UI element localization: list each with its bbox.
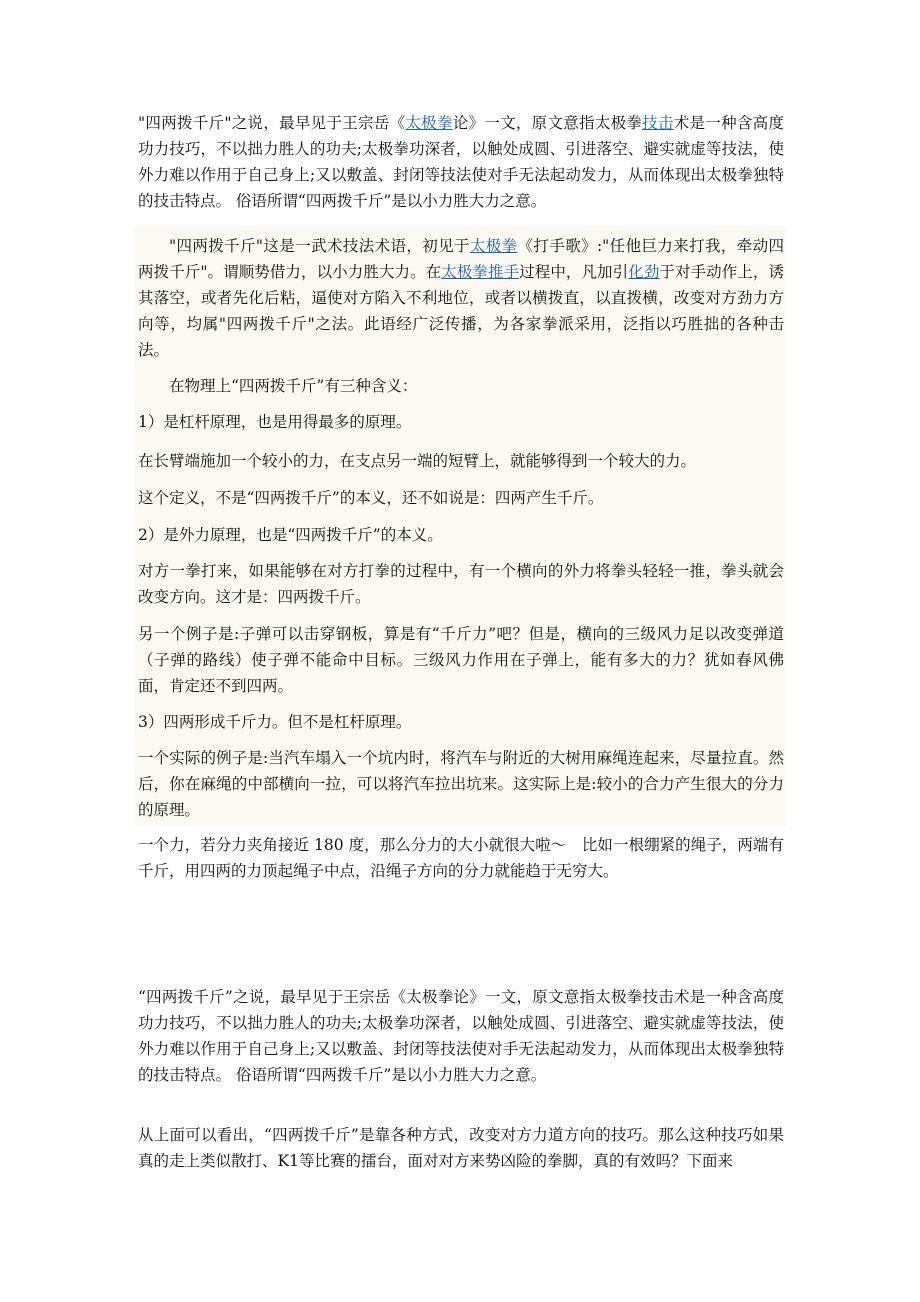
repeated-intro-paragraph: “四两拨千斤”之说，最早见于王宗岳《太极拳论》一文，原文意指太极拳技击术是一种含高度功力技巧，不以拙力胜人的功夫;太极拳功深者，以触处成圆、引进落空、避实就虚等技法，使外力难以作用于自己身上;又以敷盖、封闭等技法使对手无法起动发力，从而体现出太极拳独特的技击特点。 俗语所谓“四两拨千斤”是以小力胜大力之意。 xyxy=(138,988,784,1084)
meaning-2-example: 另一个例子是:子弹可以击穿钢板，算是有“千斤力”吧？但是，横向的三级风力足以改变弹道（子弹的路线）使子弹不能命中目标。三级风力作用在子弹上，能有多大的力？犹如春风佛面，肯定还不到四两。 xyxy=(138,625,784,695)
meaning-1-detail: 在长臂端施加一个较小的力，在支点另一端的短臂上，就能够得到一个较大的力。 xyxy=(138,452,697,470)
link-taijiquan[interactable]: 太极拳 xyxy=(405,114,453,132)
definition-text-4: 于对手动作上，诱其落空，或者先化后粘，逼使对方陷入不利地位，或者以横拨直，以直拨横，改变对方劲力方向等，均属"四两拨千斤"之法。此语经广泛传播，为各家拳派采用，泛指以巧胜拙的各种击法。 xyxy=(138,263,784,359)
meaning-2-detail: 对方一拳打来，如果能够在对方打拳的过程中，有一个横向的外力将拳头轻轻一推，拳头就会改变方向。这才是：四两拨千斤。 xyxy=(138,562,784,606)
link-huajin[interactable]: 化劲 xyxy=(628,263,660,281)
meaning-1-note: 这个定义，不是“四两拨千斤”的本义，还不如说是：四两产生千斤。 xyxy=(138,489,604,507)
force-explanation: 一个力，若分力夹角接近 180 度，那么分力的大小就很大啦～ 比如一根绷紧的绳子，两端有千斤，用四两的力顶起绳子中点，沿绳子方向的分力就能趋于无穷大。 xyxy=(138,836,784,880)
meaning-2-heading: 2）是外力原理，也是“四两拨千斤”的本义。 xyxy=(138,526,443,544)
meaning-3-example: 一个实际的例子是:当汽车塌入一个坑内时，将汽车与附近的大树用麻绳连起来，尽量拉直。然后，你在麻绳的中部横向一拉，可以将汽车拉出坑来。这实际上是:较小的合力产生很大的分力的原理。 xyxy=(138,749,784,819)
conclusion-paragraph: 从上面可以看出，“四两拨千斤”是靠各种方式，改变对方力道方向的技巧。那么这种技巧如果真的走上类似散打、K1等比赛的擂台，面对对方来势凶险的拳脚，真的有效吗？下面来 xyxy=(138,1126,784,1170)
intro-paragraph xyxy=(138,110,784,214)
definition-text-1: "四两拨千斤"这是一武术技法术语，初见于 xyxy=(169,237,470,255)
meaning-3-heading: 3）四两形成千斤力。但不是杠杆原理。 xyxy=(138,713,412,731)
term-definition-paragraph xyxy=(138,233,784,363)
link-jiji[interactable]: 技击 xyxy=(642,114,674,132)
physics-intro: 在物理上“四两拨千斤”有三种含义： xyxy=(169,377,418,395)
intro-text-2: 论》一文，原文意指太极拳 xyxy=(452,114,643,132)
intro-text-3: 术是一种含高度功力技巧，不以拙力胜人的功夫;太极拳功深者，以触处成圆、引进落空、避实就虚等技法，使外力难以作用于自己身上;又以敷盖、封闭等技法使对手无法起动发力，从而体现出太极拳独特的技击特点。 俗语所谓“四两拨千斤”是以小力胜大力之意。 xyxy=(138,114,784,210)
link-tuishou[interactable]: 太极拳推手 xyxy=(441,263,520,281)
meaning-1-heading: 1）是杠杆原理，也是用得最多的原理。 xyxy=(138,413,412,431)
definition-text-3: 过程中，凡加引 xyxy=(519,263,629,281)
definition-text-2: 《打手歌》:"任他巨力来打我，牵动四两拨千斤"。谓顺势借力，以小力胜大力。在 xyxy=(138,237,784,281)
link-taijiquan-2[interactable]: 太极拳 xyxy=(469,237,518,255)
intro-text-1: "四两拨千斤"之说，最早见于王宗岳《 xyxy=(138,114,406,132)
